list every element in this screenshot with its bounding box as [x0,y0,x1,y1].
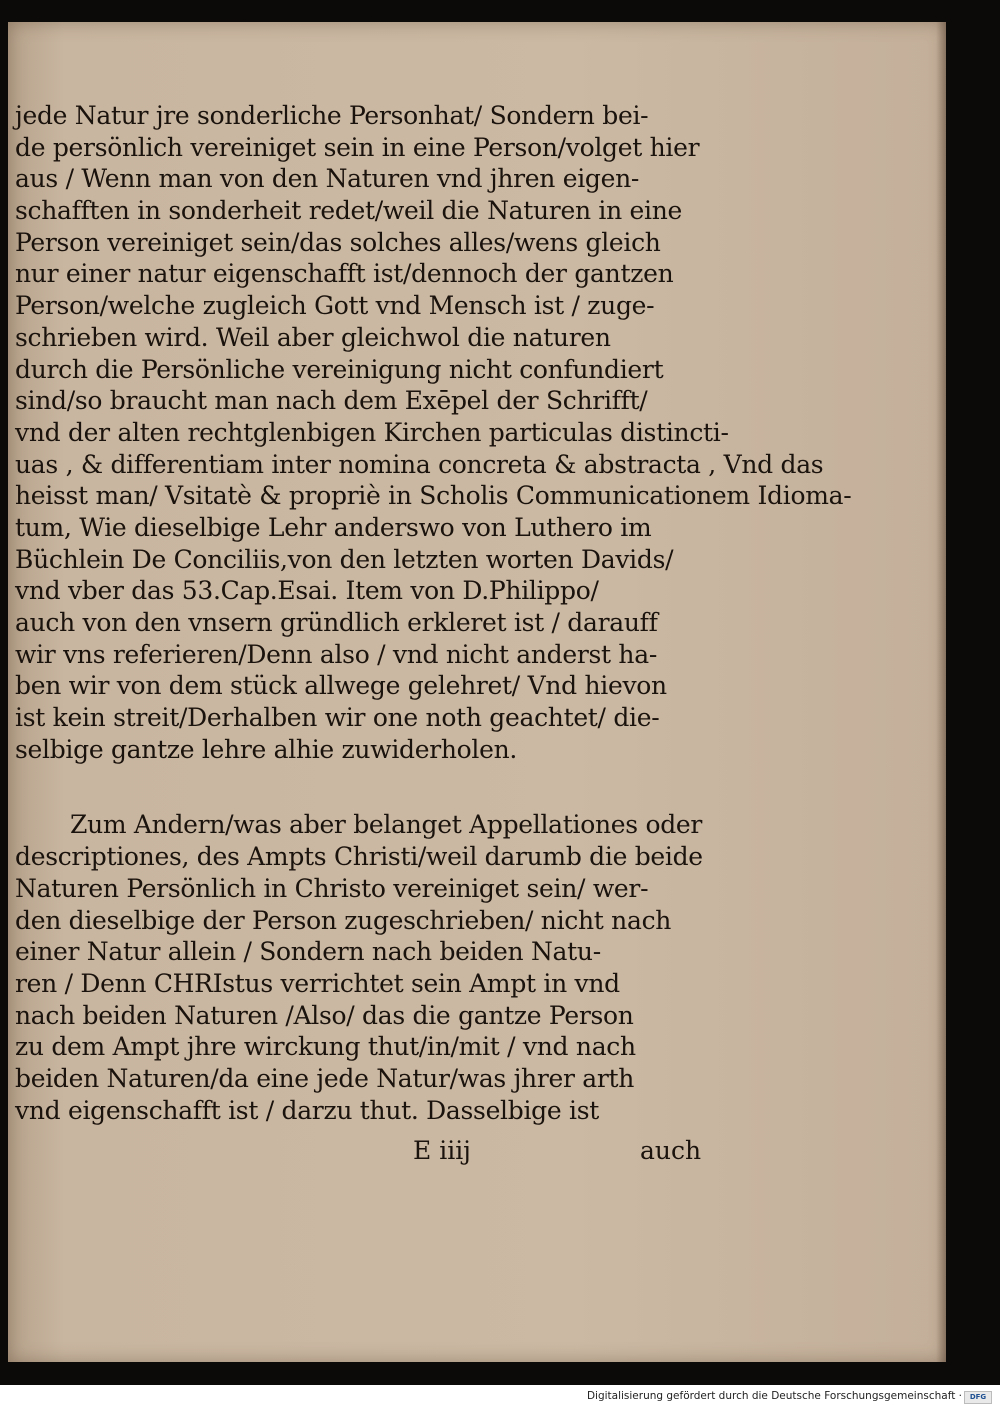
page-text [15,100,852,1126]
paragraph-2 [15,809,705,1126]
paragraph-gap [15,765,705,809]
text-line: Büchlein De Conciliis,von den letzten worten Davids/ [15,544,674,574]
text-line: Person/welche zugleich Gott vnd Mensch ist / zuge- [15,291,655,321]
text-line: ren / Denn CHRIstus verrichtet sein Ampt in vnd [15,968,620,998]
text-line: vnd eigenschafft ist / darzu thut. Dasselbige ist [15,1095,599,1125]
text-line: auch von den vnsern gründlich erkleret ist / darauff [15,608,658,637]
text-line: aus / Wenn man von den Naturen vnd jhren eigen- [15,164,640,194]
text-line: ist kein streit/Derhalben wir one noth geachtet/ die- [15,703,660,733]
text-line: descriptiones, des Ampts Christi/weil darumb die beide [15,842,703,872]
text-line: de persönlich vereiniget sein in eine Person/volget hier [15,132,700,162]
text-line: tum, Wie dieselbige Lehr anderswo von Luthero im [15,512,652,542]
text-line: selbige gantze lehre alhie zuwiderholen. [15,734,518,764]
text-line: vnd der alten rechtglenbigen Kirchen particulas distincti- [15,417,729,447]
text-line: heisst man/ Vsitatè & propriè in Scholis Communicationem Idioma- [15,481,852,511]
text-line: wir vns referieren/Denn also / vnd nicht anderst ha- [15,639,657,669]
text-line: Person vereiniget sein/das solches alles/wens gleich [15,227,661,257]
paragraph-1 [15,100,852,765]
funding-credit: Digitalisierung gefördert durch die Deutsche Forschungsgemeinschaft · [586,1390,962,1402]
text-line: Zum Andern/was aber belanget Appellationes oder [70,810,703,840]
text-line: schafften in sonderheit redet/weil die Naturen in eine [15,196,683,226]
page-footer-line [15,1135,705,1167]
text-line: ben wir von dem stück allwege gelehret/ Vnd hievon [15,671,667,701]
text-line: jede Natur jre sonderliche Personhat/ Sondern bei- [15,101,649,130]
page-edge-shadow [936,22,946,1362]
signature-mark: E iiij [413,1136,471,1165]
text-line: beiden Naturen/da eine jede Natur/was jhrer arth [15,1063,635,1093]
text-line: uas , & differentiam inter nomina concreta & abstracta , Vnd das [15,449,824,479]
text-line: vnd vber das 53.Cap.Esai. Item von D.Philippo/ [15,576,599,606]
text-line: durch die Persönliche vereinigung nicht confundiert [15,354,664,384]
text-line: nur einer natur eigenschafft ist/dennoch der gantzen [15,259,674,289]
text-line: schrieben wird. Weil aber gleichwol die naturen [15,322,611,352]
text-line: sind/so braucht man nach dem Exēpel der Schrifft/ [15,386,648,416]
text-line: Naturen Persönlich in Christo vereiniget sein/ wer- [15,873,649,903]
text-line: zu dem Ampt jhre wirckung thut/in/mit / vnd nach [15,1032,636,1062]
catchword: auch [640,1136,702,1165]
text-line: nach beiden Naturen /Also/ das die gantze Person [15,1000,634,1030]
dfg-logo[interactable]: DFG [964,1391,992,1404]
text-line: einer Natur allein / Sondern nach beiden Natu- [15,937,601,967]
text-line: den dieselbige der Person zugeschrieben/ nicht nach [15,905,672,935]
